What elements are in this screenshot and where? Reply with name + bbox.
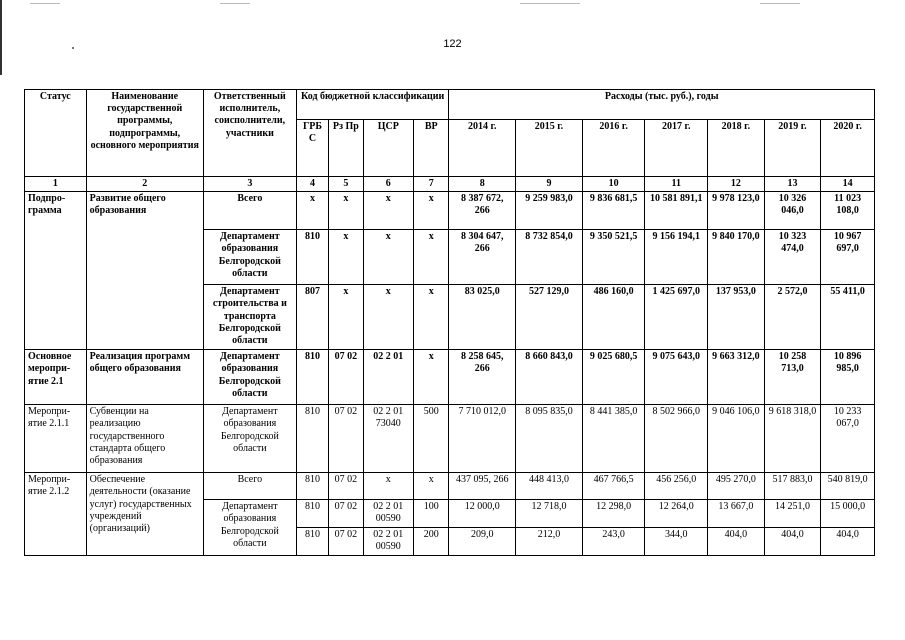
header-year: 2018 г. <box>708 120 765 177</box>
table-row <box>25 350 875 405</box>
cell-value: 209,0 <box>449 527 516 555</box>
column-number: 12 <box>708 177 765 192</box>
cell-value: 10 896 985,0 <box>821 350 875 405</box>
cell-value: 10 326 046,0 <box>764 192 821 230</box>
row-status: Меропри-ятие 2.1.2 <box>25 473 87 555</box>
cell-value: 9 618 318,0 <box>764 405 821 473</box>
row-name: Субвенции на реализацию государственного стандарта общего образования <box>86 405 203 473</box>
cell-value: 8 304 647, 266 <box>449 230 516 285</box>
header-year: 2015 г. <box>516 120 583 177</box>
cell-value: 55 411,0 <box>821 285 875 350</box>
header-grbs: ГРБ С <box>296 120 328 177</box>
cell-value: 8 387 672, 266 <box>449 192 516 230</box>
cell-vr: х <box>414 350 449 405</box>
cell-value: 12 264,0 <box>645 500 708 527</box>
scan-artifact <box>520 3 580 4</box>
header-year: 2017 г. <box>645 120 708 177</box>
header-expenses: Расходы (тыс. руб.), годы <box>449 90 875 120</box>
cell-rzpr: х <box>329 230 363 285</box>
cell-value: 467 766,5 <box>582 473 645 500</box>
cell-value: 9 025 680,5 <box>582 350 645 405</box>
cell-value: 10 967 697,0 <box>821 230 875 285</box>
header-status: Статус <box>25 90 87 177</box>
header-row <box>25 90 875 120</box>
budget-table <box>24 89 875 556</box>
cell-csr: х <box>363 192 414 230</box>
row-executor: Департамент образования Белгородской области <box>203 230 296 285</box>
cell-vr: 100 <box>414 500 449 527</box>
cell-value: 517 883,0 <box>764 473 821 500</box>
cell-grbs: 810 <box>296 350 328 405</box>
cell-vr: х <box>414 192 449 230</box>
cell-value: 8 095 835,0 <box>516 405 583 473</box>
cell-rzpr: х <box>329 285 363 350</box>
cell-rzpr: 07 02 <box>329 500 363 527</box>
cell-csr: 02 2 01 73040 <box>363 405 414 473</box>
cell-value: 7 710 012,0 <box>449 405 516 473</box>
header-code: Код бюджетной классификации <box>296 90 449 120</box>
cell-value: 448 413,0 <box>516 473 583 500</box>
cell-grbs: 807 <box>296 285 328 350</box>
cell-value: 8 732 854,0 <box>516 230 583 285</box>
cell-value: 9 978 123,0 <box>708 192 765 230</box>
cell-value: 9 156 194,1 <box>645 230 708 285</box>
table-row <box>25 473 875 500</box>
table-row <box>25 405 875 473</box>
header-year: 2019 г. <box>764 120 821 177</box>
row-name: Реализация программ общего образования <box>86 350 203 405</box>
cell-value: 212,0 <box>516 527 583 555</box>
cell-value: 9 836 681,5 <box>582 192 645 230</box>
cell-value: 12 298,0 <box>582 500 645 527</box>
column-number-row <box>25 177 875 192</box>
cell-value: 404,0 <box>821 527 875 555</box>
header-name: Наименование государственной программы, подпрограммы, основного мероприятия <box>86 90 203 177</box>
cell-grbs: 810 <box>296 500 328 527</box>
cell-grbs: 810 <box>296 405 328 473</box>
cell-value: 8 660 843,0 <box>516 350 583 405</box>
table-row <box>25 192 875 230</box>
header-year: 2016 г. <box>582 120 645 177</box>
cell-csr: 02 2 01 00590 <box>363 527 414 555</box>
cell-value: 8 441 385,0 <box>582 405 645 473</box>
cell-value: 11 023 108,0 <box>821 192 875 230</box>
cell-csr: 02 2 01 00590 <box>363 500 414 527</box>
header-year: 2020 г. <box>821 120 875 177</box>
cell-grbs: 810 <box>296 473 328 500</box>
row-executor: Департамент образования Белгородской области <box>203 350 296 405</box>
cell-value: 8 258 645, 266 <box>449 350 516 405</box>
column-number: 6 <box>363 177 414 192</box>
row-executor: Всего <box>203 192 296 230</box>
row-name: Развитие общего образования <box>86 192 203 350</box>
column-number: 11 <box>645 177 708 192</box>
scan-artifact <box>760 3 800 4</box>
header-csr: ЦСР <box>363 120 414 177</box>
cell-value: 243,0 <box>582 527 645 555</box>
cell-csr: х <box>363 285 414 350</box>
cell-value: 2 572,0 <box>764 285 821 350</box>
cell-value: 344,0 <box>645 527 708 555</box>
page-number: 122 <box>443 38 462 50</box>
cell-value: 9 259 983,0 <box>516 192 583 230</box>
cell-csr: х <box>363 473 414 500</box>
cell-vr: х <box>414 473 449 500</box>
cell-vr: х <box>414 230 449 285</box>
column-number: 1 <box>25 177 87 192</box>
cell-value: 9 075 643,0 <box>645 350 708 405</box>
cell-value: 12 718,0 <box>516 500 583 527</box>
cell-value: 10 233 067,0 <box>821 405 875 473</box>
cell-value: 10 258 713,0 <box>764 350 821 405</box>
cell-value: 10 323 474,0 <box>764 230 821 285</box>
column-number: 8 <box>449 177 516 192</box>
cell-value: 527 129,0 <box>516 285 583 350</box>
cell-rzpr: 07 02 <box>329 473 363 500</box>
cell-value: 9 663 312,0 <box>708 350 765 405</box>
column-number: 10 <box>582 177 645 192</box>
cell-value: 1 425 697,0 <box>645 285 708 350</box>
cell-rzpr: 07 02 <box>329 405 363 473</box>
cell-value: 15 000,0 <box>821 500 875 527</box>
header-executor: Ответственный исполнитель, соисполнители, участники <box>203 90 296 177</box>
cell-csr: х <box>363 230 414 285</box>
column-number: 4 <box>296 177 328 192</box>
cell-value: 456 256,0 <box>645 473 708 500</box>
row-status: Подпро-грамма <box>25 192 87 350</box>
header-vr: ВР <box>414 120 449 177</box>
header-rzpr: Рз Пр <box>329 120 363 177</box>
column-number: 5 <box>329 177 363 192</box>
column-number: 7 <box>414 177 449 192</box>
row-executor: Всего <box>203 473 296 500</box>
column-number: 2 <box>86 177 203 192</box>
cell-value: 137 953,0 <box>708 285 765 350</box>
cell-value: 10 581 891,1 <box>645 192 708 230</box>
cell-value: 9 350 521,5 <box>582 230 645 285</box>
cell-vr: 500 <box>414 405 449 473</box>
cell-rzpr: 07 02 <box>329 527 363 555</box>
cell-value: 495 270,0 <box>708 473 765 500</box>
header-year: 2014 г. <box>449 120 516 177</box>
cell-value: 486 160,0 <box>582 285 645 350</box>
row-executor: Департамент образования Белгородской области <box>203 405 296 473</box>
cell-value: 8 502 966,0 <box>645 405 708 473</box>
cell-grbs: х <box>296 192 328 230</box>
row-status: Основное меропри-ятие 2.1 <box>25 350 87 405</box>
column-number: 13 <box>764 177 821 192</box>
cell-rzpr: х <box>329 192 363 230</box>
cell-grbs: 810 <box>296 527 328 555</box>
cell-value: 540 819,0 <box>821 473 875 500</box>
cell-value: 404,0 <box>764 527 821 555</box>
cell-vr: 200 <box>414 527 449 555</box>
column-number: 9 <box>516 177 583 192</box>
cell-value: 12 000,0 <box>449 500 516 527</box>
cell-grbs: 810 <box>296 230 328 285</box>
cell-csr: 02 2 01 <box>363 350 414 405</box>
row-executor: Департамент образования Белгородской области <box>203 500 296 555</box>
cell-value: 13 667,0 <box>708 500 765 527</box>
cell-value: 404,0 <box>708 527 765 555</box>
scan-artifact <box>220 3 250 4</box>
cell-value: 9 840 170,0 <box>708 230 765 285</box>
row-executor: Департамент строительства и транспорта Белгородской области <box>203 285 296 350</box>
cell-rzpr: 07 02 <box>329 350 363 405</box>
cell-value: 437 095, 266 <box>449 473 516 500</box>
column-number: 14 <box>821 177 875 192</box>
row-status: Меропри-ятие 2.1.1 <box>25 405 87 473</box>
cell-value: 14 251,0 <box>764 500 821 527</box>
cell-value: 9 046 106,0 <box>708 405 765 473</box>
row-name: Обеспечение деятельности (оказание услуг) государственных учреждений (организаций) <box>86 473 203 555</box>
cell-vr: х <box>414 285 449 350</box>
scan-artifact <box>30 3 60 4</box>
column-number: 3 <box>203 177 296 192</box>
cell-value: 83 025,0 <box>449 285 516 350</box>
